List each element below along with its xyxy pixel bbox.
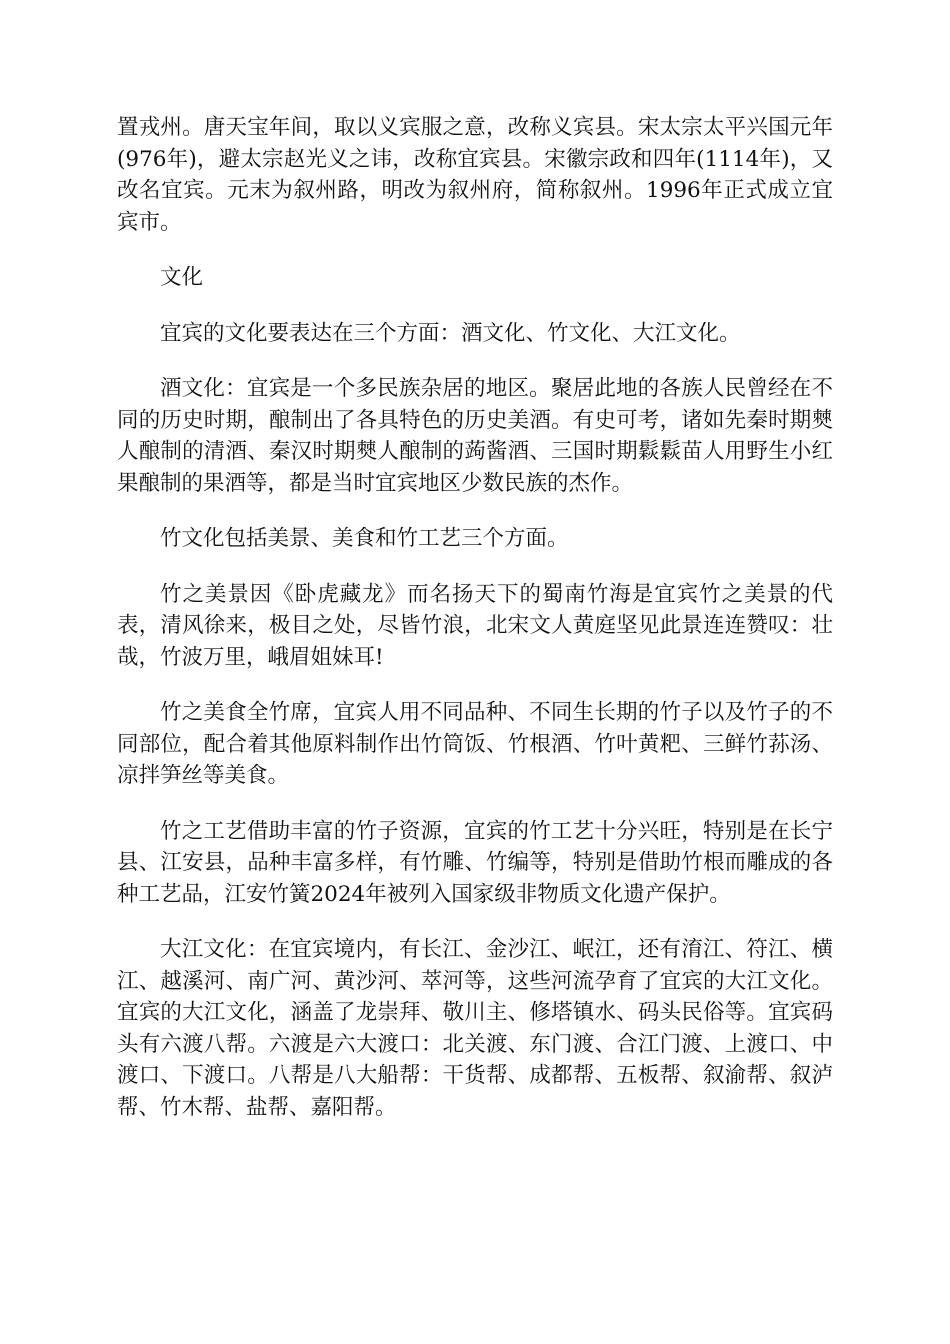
paragraph-river-culture: 大江文化：在宜宾境内，有长江、金沙江、岷江，还有淯江、符江、横江、越溪河、南广河、黄沙河、萃河等，这些河流孕育了宜宾的大江文化。宜宾的大江文化，涵盖了龙崇拜、敬川主、修塔镇水、码头民俗等。宜宾码头有六渡八帮。六渡是六大渡口：北关渡、东门渡、合江门渡、上渡口、中渡口、下渡口。八帮是八大船帮：干货帮、成都帮、五板帮、叙渝帮、叙泸帮、竹木帮、盐帮、嘉阳帮。 <box>117 937 833 1120</box>
paragraph-wine-culture: 酒文化：宜宾是一个多民族杂居的地区。聚居此地的各族人民曾经在不同的历史时期，酿制出了各具特色的历史美酒。有史可考，诸如先秦时期僰人酿制的清酒、秦汉时期僰人酿制的蒟酱酒、三国时期鬏鬏苗人用野生小红果酿制的果酒等，都是当时宜宾地区少数民族的杰作。 <box>117 376 833 496</box>
paragraph-bamboo-scenery: 竹之美景因《卧虎藏龙》而名扬天下的蜀南竹海是宜宾竹之美景的代表，清风徐来，极目之处，尽皆竹浪，北宋文人黄庭坚见此景连连赞叹：壮哉，竹波万里，峨眉姐妹耳! <box>117 581 833 670</box>
paragraph-bamboo-food: 竹之美食全竹席，宜宾人用不同品种、不同生长期的竹子以及竹子的不同部位，配合着其他原料制作出竹筒饭、竹根酒、竹叶黄粑、三鲜竹荪汤、凉拌笋丝等美食。 <box>117 700 833 788</box>
document-page <box>117 112 833 1123</box>
paragraph-bamboo-culture-intro: 竹文化包括美景、美食和竹工艺三个方面。 <box>160 526 569 551</box>
section-heading-culture: 文化 <box>160 265 204 290</box>
paragraph-culture-intro: 宜宾的文化要表达在三个方面：酒文化、竹文化、大江文化。 <box>160 320 741 346</box>
paragraph-history: 置戎州。唐天宝年间，取以义宾服之意，改称义宾县。宋太宗太平兴国元年(976年)，避太宗赵光义之讳，改称宜宾县。宋徽宗政和四年(1114年)，又改名宜宾。元末为叙州路，明改为叙州府，简称叙州。1996年正式成立宜宾市。 <box>117 115 833 235</box>
paragraph-bamboo-craft: 竹之工艺借助丰富的竹子资源，宜宾的竹工艺十分兴旺，特别是在长宁县、江安县，品种丰富多样，有竹雕、竹编等，特别是借助竹根而雕成的各种工艺品，江安竹簧2024年被列入国家级非物质文化遗产保护。 <box>117 818 833 907</box>
